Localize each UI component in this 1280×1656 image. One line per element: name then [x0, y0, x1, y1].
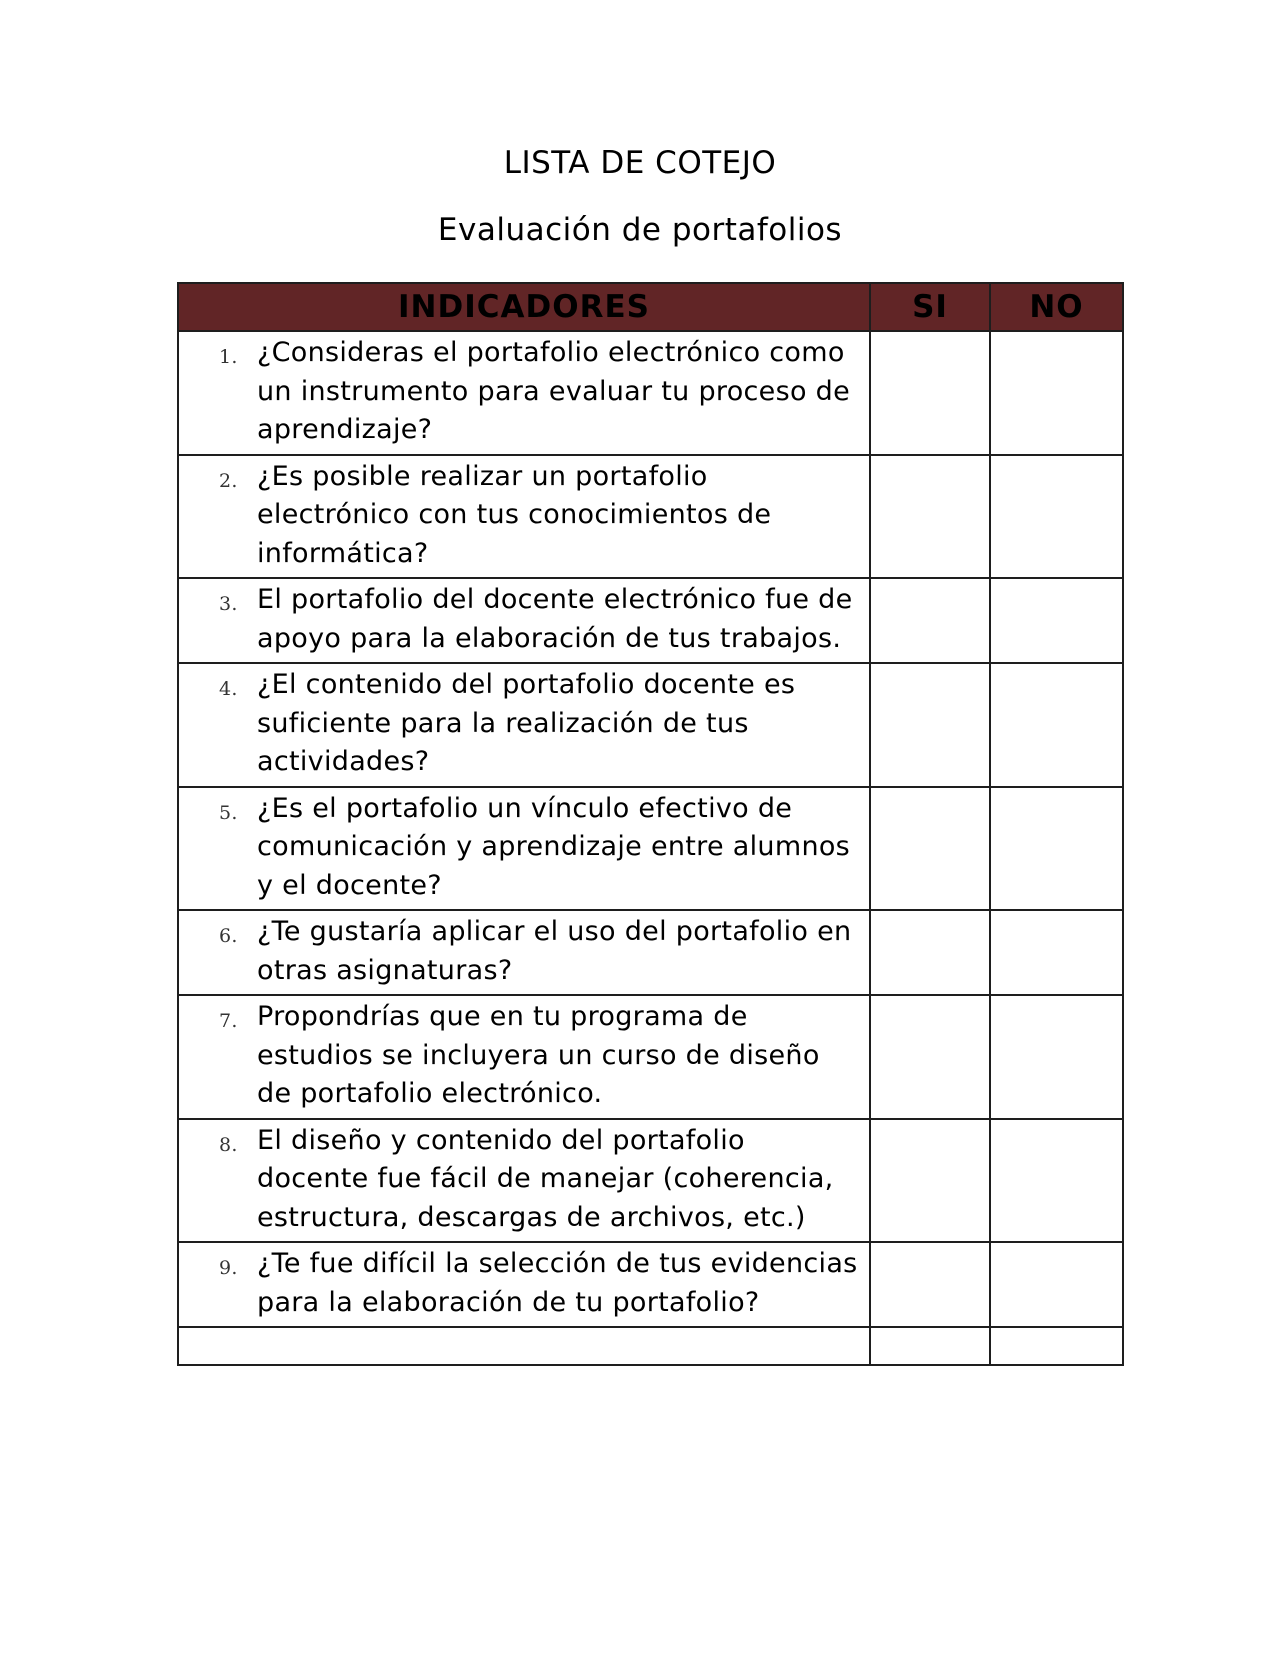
table-row	[178, 787, 1123, 911]
indicator-cell	[178, 663, 870, 787]
si-cell[interactable]	[870, 1242, 990, 1327]
table-row-empty	[178, 1327, 1123, 1365]
no-cell[interactable]	[990, 787, 1123, 911]
indicator-number: 7.	[219, 1010, 238, 1032]
table-row	[178, 995, 1123, 1119]
si-cell[interactable]	[870, 578, 990, 663]
indicator-number: 6.	[219, 925, 238, 947]
si-cell[interactable]	[870, 787, 990, 911]
indicator-item	[179, 1120, 869, 1242]
si-cell-empty[interactable]	[870, 1327, 990, 1365]
indicator-text: ¿Consideras el portafolio electrónico como un instrumento para evaluar tu proceso de aprendizaje?	[257, 337, 851, 445]
table-row	[178, 331, 1123, 455]
document-title: LISTA DE COTEJO	[503, 145, 777, 181]
indicator-item	[179, 456, 869, 578]
no-cell-empty[interactable]	[990, 1327, 1123, 1365]
indicator-cell	[178, 1242, 870, 1327]
indicator-number: 3.	[219, 593, 238, 615]
no-cell[interactable]	[990, 455, 1123, 579]
si-cell[interactable]	[870, 331, 990, 455]
indicator-item	[179, 664, 869, 786]
table-row	[178, 1242, 1123, 1327]
indicator-number: 5.	[219, 801, 238, 824]
indicator-text: ¿Es el portafolio un vínculo efectivo de comunicación y aprendizaje entre alumnos y el docente?	[257, 792, 851, 901]
header-no: NO	[990, 283, 1123, 331]
indicator-cell	[178, 331, 870, 455]
no-cell[interactable]	[990, 995, 1123, 1119]
si-cell[interactable]	[870, 455, 990, 579]
indicator-text: Propondrías que en tu programa de estudios se incluyera un curso de diseño de portafolio electrónico.	[257, 1001, 820, 1109]
indicator-cell	[178, 455, 870, 579]
si-cell[interactable]	[870, 910, 990, 995]
no-cell[interactable]	[990, 663, 1123, 787]
indicator-item	[179, 1243, 869, 1326]
indicator-cell-empty	[178, 1327, 870, 1365]
no-cell[interactable]	[990, 578, 1123, 663]
indicator-cell	[178, 995, 870, 1119]
indicator-item	[179, 996, 869, 1118]
indicator-cell	[178, 578, 870, 663]
table-row	[178, 910, 1123, 995]
no-cell[interactable]	[990, 331, 1123, 455]
header-si: SI	[870, 283, 990, 331]
document-subtitle: Evaluación de portafolios	[437, 212, 843, 248]
no-cell[interactable]	[990, 1119, 1123, 1243]
indicator-cell	[178, 910, 870, 995]
indicator-item	[179, 788, 869, 910]
indicator-item	[179, 579, 869, 662]
si-cell[interactable]	[870, 663, 990, 787]
indicator-text: ¿El contenido del portafolio docente es suficiente para la realización de tus actividades?	[257, 669, 796, 777]
indicator-text: El diseño y contenido del portafolio docente fue fácil de manejar (coherencia, estructura, descargas de archivos, etc.)	[257, 1124, 834, 1233]
no-cell[interactable]	[990, 1242, 1123, 1327]
indicator-text: ¿Te gustaría aplicar el uso del portafolio en otras asignaturas?	[257, 916, 852, 986]
indicator-text: ¿Te fue difícil la selección de tus evidencias para la elaboración de tu portafolio?	[257, 1248, 858, 1318]
indicator-number: 1.	[219, 346, 238, 368]
indicator-number: 2.	[219, 469, 238, 492]
table-row	[178, 663, 1123, 787]
checklist-table	[177, 282, 1124, 1366]
indicator-number: 4.	[219, 678, 238, 700]
indicator-number: 8.	[219, 1133, 238, 1156]
si-cell[interactable]	[870, 1119, 990, 1243]
indicator-item	[179, 332, 869, 454]
indicator-text: ¿Es posible realizar un portafolio electrónico con tus conocimientos de informática?	[257, 460, 772, 569]
table-row	[178, 1119, 1123, 1243]
header-row	[178, 283, 1123, 331]
indicator-number: 9.	[219, 1257, 238, 1279]
indicator-cell	[178, 787, 870, 911]
header-indicators: INDICADORES	[178, 283, 870, 331]
no-cell[interactable]	[990, 910, 1123, 995]
si-cell[interactable]	[870, 995, 990, 1119]
table-row	[178, 578, 1123, 663]
indicator-text: El portafolio del docente electrónico fue de apoyo para la elaboración de tus trabajos.	[257, 584, 853, 654]
indicator-item	[179, 911, 869, 994]
table-row	[178, 455, 1123, 579]
indicator-cell	[178, 1119, 870, 1243]
